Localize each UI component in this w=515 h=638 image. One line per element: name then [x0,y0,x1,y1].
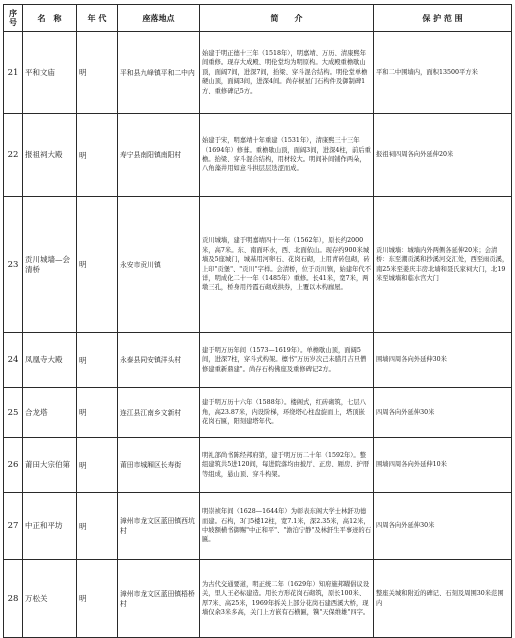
site-era: 明 [77,493,118,560]
site-location: 漳州市龙文区蓝田镇梧桥村 [118,560,200,638]
table-row [4,438,512,493]
site-era: 明 [77,560,118,638]
row-number: 28 [4,560,23,638]
site-description: 明崇祯年间（1628—1644年）为彰表东阁大学士林釬功德而建。石构，3门5楼12柱，宽7.1米，深2.35米，高12米，中坡额横书御赐"中正和平"、"澹泊宁静"及林釬生平事迹的石匾。 [200,493,374,560]
site-protection-range: 整座关城和附近的碑记、石刻及周围30米范围内 [374,560,512,638]
table-row [4,333,512,388]
table-row [4,388,512,438]
site-era: 明 [77,197,118,333]
site-description: 始建于宋，明嘉靖十年重建（1531年），清康熙三十三年（1694年）修葺。重檐歇山顶，面阔3间，进深4柱，前后重檐。抬梁、穿斗混合结构，用材较大。明间补间铺作两朵，八角藻井用如意斗拱层层迭涩而成。 [200,114,374,197]
site-era: 明 [77,388,118,438]
site-location: 永泰县同安镇洋头村 [118,333,200,388]
row-number: 24 [4,333,23,388]
site-protection-range: 报祖祠四周各向外延伸20米 [374,114,512,197]
table-row [4,197,512,333]
header-row [4,5,512,32]
header-era: 年 代 [77,5,118,32]
site-protection-range: 贡川城墙：城墙内外两侧各延伸20米；会清桥：东至潮贡溪和抄溪河交汇处，西至雨贡溪，南25米至姜庆丰房北墙和聂氏家祠大门，北19米至城墙和临水宫大门 [374,197,512,333]
table-row [4,493,512,560]
site-name: 平和文庙 [23,32,77,114]
site-description: 明礼部尚书陈经邦府第，建于明万历二十年（1592年）。整组建筑共5进120间，每进院落均由披厅、正房、厢房、护厝等组成，悬山顶、穿斗构架。 [200,438,374,493]
site-description: 始建于明正德十三年（1518年），明嘉靖、万历、清康熙年间重修。现存大成殿、明伦堂均为明原构。大成殿重檐歇山顶，面阔7间，进深7间，抬梁、穿斗混合结构。明伦堂单檐硬山顶，面阔3间，进深4间。尚存棂星门石构件及御制碑1方、重修碑记5方。 [200,32,374,114]
site-description: 建于明万历十六年（1588年）。楼阁式，红砖砌筑，七层八角，高23.87米，内设阶梯，环绕塔心柱盘旋而上，塔顶嵌花岗石匾，阳刻建塔年代。 [200,388,374,438]
row-number: 25 [4,388,23,438]
table-row [4,32,512,114]
site-protection-range: 四周各向外延伸30米 [374,493,512,560]
table-row [4,560,512,638]
site-name: 合龙塔 [23,388,77,438]
site-description: 贡川城墙，建于明嘉靖四十一年（1562年），原长约2000米，高7米。东、南面环水，西、北面依山。现存约900米城墙及5座城门，城基用河卵石、花岗石砌，上用青砖包砌，砖上印"贡堡"、"贡川"字样。会清桥，位于贡川镇，始建年代不详，明成化二十一年（1485年）重修。长41米，宽7米，两墩三孔，桥身用丹霞石砌成拱券，上覆以木构廊屋。 [200,197,374,333]
site-name: 莆田大宗伯第 [23,438,77,493]
site-description: 建于明万历年间（1573—1619年）。单檐歇山顶，面阔5间，进深7柱，穿斗式构架。檩书"万历岁次己未腊月吉旦僧修建重新鼎建"。尚存石构佛座及重修碑记2方。 [200,333,374,388]
site-location: 连江县江南乡文新村 [118,388,200,438]
header-name: 名 称 [23,5,77,32]
heritage-sites-table [3,4,512,638]
site-era: 明 [77,333,118,388]
row-number: 27 [4,493,23,560]
row-number: 22 [4,114,23,197]
site-name: 万松关 [23,560,77,638]
site-description: 为古代交通要道，明正统二年（1629年）知府施邦曜倡议设关，里人王必标建造。用长方形花岗石砌筑，原长100米、厚7米、高25米，1969年拆关上部分花岗石建西溪大桥，现墙仅余3米多高，关门上方嵌有石横匾，镌"天保维雄"四字。 [200,560,374,638]
site-protection-range: 围墙四周各向外延伸30米 [374,333,512,388]
site-location: 寿宁县南阳镇南阳村 [118,114,200,197]
site-protection-range: 围墙四周各向外延伸10米 [374,438,512,493]
row-number: 23 [4,197,23,333]
header-protection: 保 护 范 围 [374,5,512,32]
header-location: 座落地点 [118,5,200,32]
site-name: 中正和平坊 [23,493,77,560]
site-era: 明 [77,114,118,197]
row-number: 21 [4,32,23,114]
site-protection-range: 四周各向外延伸30米 [374,388,512,438]
site-location: 莆田市城厢区长寿街 [118,438,200,493]
site-name: 凤凰寺大殿 [23,333,77,388]
site-name: 报祖祠大殿 [23,114,77,197]
site-name: 贡川城墙—会清桥 [23,197,77,333]
site-era: 明 [77,438,118,493]
table-row [4,114,512,197]
site-location: 漳州市龙文区蓝田镇西坑村 [118,493,200,560]
site-location: 平和县九峰镇平和二中内 [118,32,200,114]
site-location: 永安市贡川镇 [118,197,200,333]
header-no: 序号 [4,5,23,32]
site-era: 明 [77,32,118,114]
row-number: 26 [4,438,23,493]
header-description: 简 介 [200,5,374,32]
site-protection-range: 平和二中围墙内，面积13500平方米 [374,32,512,114]
